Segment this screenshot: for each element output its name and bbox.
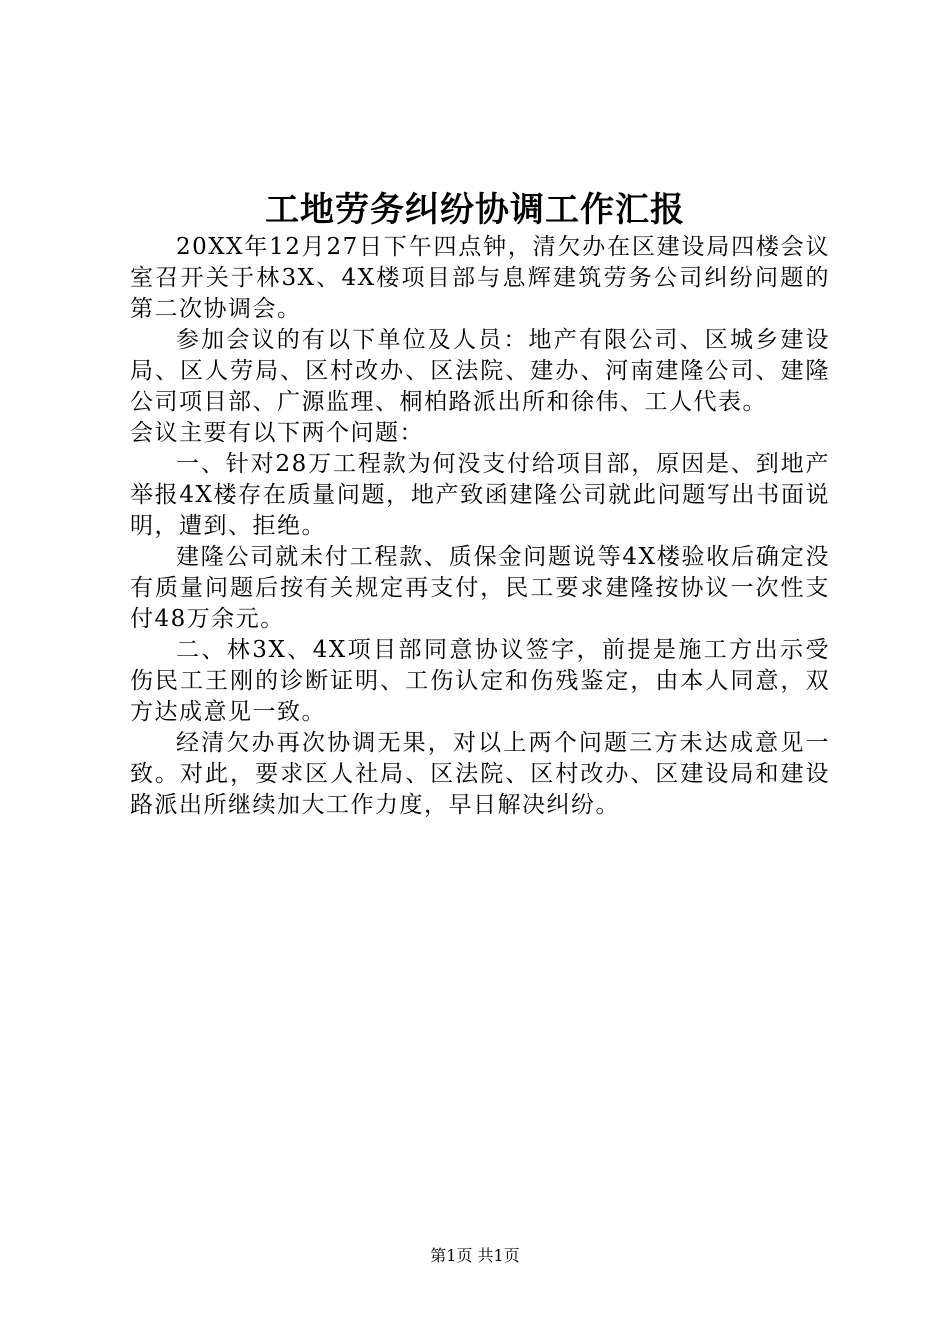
document-title: 工地劳务纠纷协调工作汇报 bbox=[265, 190, 685, 230]
paragraph-issue-two: 二、林3X、4X项目部同意协议签字，前提是施工方出示受伤民工王刚的诊断证明、工伤认定和伤残鉴定，由本人同意，双方达成意见一致。 bbox=[130, 637, 830, 725]
paragraph-jianlong-response: 建隆公司就未付工程款、质保金问题说等4X楼验收后确定没有质量问题后按有关规定再支付，民工要求建隆按协议一次性支付48万余元。 bbox=[130, 544, 830, 632]
page-footer: 第1页 共1页 bbox=[430, 1246, 520, 1265]
paragraph-conclusion: 经清欠办再次协调无果，对以上两个问题三方未达成意见一致。对此，要求区人社局、区法院、区村改办、区建设局和建设路派出所继续加大工作力度，早日解决纠纷。 bbox=[130, 730, 830, 818]
paragraph-issue-one: 一、针对28万工程款为何没支付给项目部，原因是、到地产举报4X楼存在质量问题，地产致函建隆公司就此问题写出书面说明，遭到、拒绝。 bbox=[130, 451, 830, 539]
paragraph-attendees: 参加会议的有以下单位及人员：地产有限公司、区城乡建设局、区人劳局、区村改办、区法院、建办、河南建隆公司、建隆公司项目部、广源监理、桐柏路派出所和徐伟、工人代表。 bbox=[130, 327, 830, 415]
document-body bbox=[130, 232, 830, 821]
paragraph-issues-intro: 会议主要有以下两个问题： bbox=[130, 420, 424, 446]
paragraph-meeting-intro: 20XX年12月27日下午四点钟，清欠办在区建设局四楼会议室召开关于林3X、4X楼项目部与息辉建筑劳务公司纠纷问题的第二次协调会。 bbox=[130, 234, 830, 322]
